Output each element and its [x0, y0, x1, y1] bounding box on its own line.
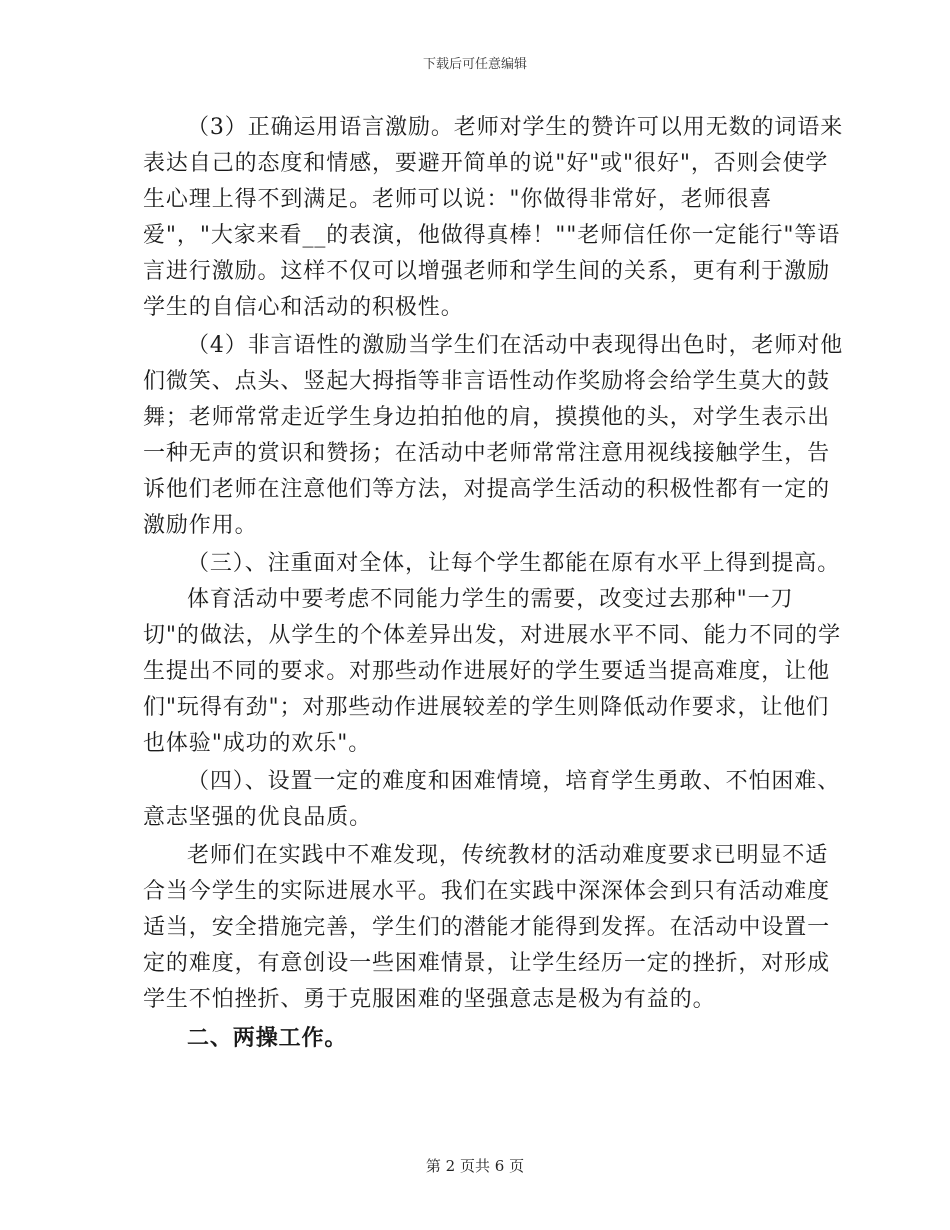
- text-line: 合当今学生的实际进展水平。我们在实践中深深体会到只有活动难度: [143, 879, 831, 904]
- text-line: 爱"，"大家来看__的表演，他做得真棒！""老师信任你一定能行"等语: [143, 223, 841, 248]
- section-heading: （四）、设置一定的难度和困难情境，培育学生勇敢、不怕困难、: [187, 769, 841, 794]
- section-heading: 意志坚强的优良品质。: [143, 805, 373, 830]
- text-line: 一种无声的赏识和赞扬；在活动中老师常常注意用视线接触学生，告: [143, 441, 831, 466]
- text-line: 激励作用。: [143, 513, 258, 538]
- text-line: 生心理上得不到满足。老师可以说："你做得非常好，老师很喜: [143, 187, 773, 212]
- page-footer: 第 2 页共 6 页: [425, 1157, 525, 1175]
- text-line: 适当，安全措施完善，学生们的潜能才能得到发挥。在活动中设置一: [143, 915, 831, 940]
- text-line: 生提出不同的要求。对那些动作进展好的学生要适当提高难度，让他: [143, 659, 831, 684]
- text-line: 定的难度，有意创设一些困难情景，让学生经历一定的挫折，对形成: [143, 951, 831, 976]
- text-line: 们微笑、点头、竖起大拇指等非言语性动作奖励将会给学生莫大的鼓: [143, 369, 831, 394]
- text-line: 学生的自信心和活动的积极性。: [143, 295, 464, 320]
- text-line: 老师们在实践中不难发现，传统教材的活动难度要求已明显不适: [187, 843, 829, 868]
- text-line: 诉他们老师在注意他们等方法，对提高学生活动的积极性都有一定的: [143, 477, 831, 502]
- text-line: 学生不怕挫折、勇于克服困难的坚强意志是极为有益的。: [143, 987, 716, 1012]
- text-line: 表达自己的态度和情感，要避开简单的说"好"或"很好"，否则会使学: [143, 151, 829, 176]
- text-line: （4）非言语性的激励当学生们在活动中表现得出色时，老师对他: [187, 333, 844, 358]
- text-line: 舞；老师常常走近学生身边拍拍他的肩，摸摸他的头，对学生表示出: [143, 405, 831, 430]
- text-line: 体育活动中要考虑不同能力学生的需要，改变过去那种"一刀: [187, 587, 794, 612]
- section-heading: （三）、注重面对全体，让每个学生都能在原有水平上得到提高。: [187, 551, 841, 576]
- text-line: 们"玩得有劲"；对那些动作进展较差的学生则降低动作要求，让他们: [143, 695, 830, 720]
- text-line: 切"的做法，从学生的个体差异出发，对进展水平不同、能力不同的学: [143, 623, 842, 648]
- page-header: 下载后可任意编辑: [422, 57, 527, 72]
- text-line: 言进行激励。这样不仅可以增强老师和学生间的关系，更有利于激励: [143, 259, 831, 284]
- text-line: 也体验"成功的欢乐"。: [143, 731, 372, 756]
- text-line: （3）正确运用语言激励。老师对学生的赞许可以用无数的词语来: [187, 115, 844, 140]
- section-heading: 二、两操工作。: [187, 1025, 348, 1051]
